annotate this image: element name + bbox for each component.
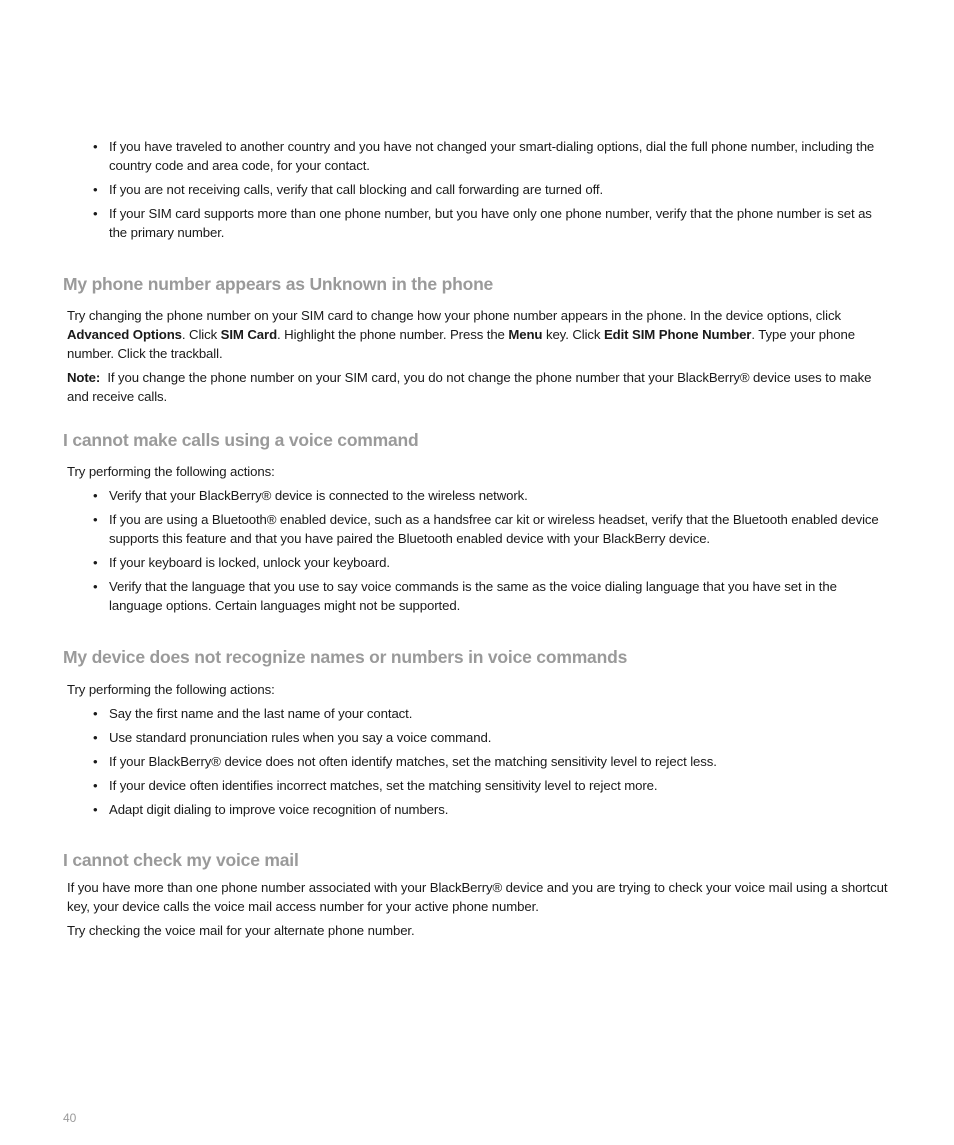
bullet-list (67, 486, 893, 615)
note-paragraph (67, 368, 893, 406)
section-voice-recognition (63, 647, 627, 668)
list-item: • Say the first name and the last name of your contact. (67, 704, 893, 723)
page-number: 40 (63, 1111, 77, 1125)
text-run: key. Click (542, 327, 604, 342)
body-paragraph: Try checking the voice mail for your alternate phone number. (67, 923, 415, 938)
body-paragraph: If you have more than one phone number associated with your BlackBerry® device and you are trying to check your voice mail using a shortcut key, your device calls the voice mail access number for your active phone number. (67, 880, 888, 914)
section-voice-mail (63, 850, 299, 871)
section-voice-mail-body (67, 878, 893, 945)
text-run: . Highlight the phone number. Press the (277, 327, 509, 342)
list-item: • Verify that your BlackBerry® device is connected to the wireless network. (67, 486, 893, 505)
section-heading: My device does not recognize names or numbers in voice commands (63, 647, 628, 667)
text-run: . Click (181, 327, 221, 342)
list-item: • If your SIM card supports more than one phone number, but you have only one phone number, verify that the phone number is set as the primary number. (67, 204, 893, 242)
section-heading: I cannot check my voice mail (63, 850, 299, 870)
note-text: If you change the phone number on your SIM card, you do not change the phone number that your BlackBerry® device uses to make and receive calls. (67, 370, 875, 404)
intro-bullet-list-container (67, 137, 893, 247)
list-item: • If your keyboard is locked, unlock your keyboard. (67, 553, 893, 572)
list-item: • If your device often identifies incorrect matches, set the matching sensitivity level to reject more. (67, 776, 893, 795)
text-run: Try changing the phone number on your SIM card to change how your phone number appears in the phone. In the device options, click (67, 308, 841, 323)
instruction-paragraph (67, 306, 893, 363)
ui-term-advanced-options: Advanced Options (67, 327, 182, 342)
section-heading: I cannot make calls using a voice command (63, 430, 419, 450)
section-heading: My phone number appears as Unknown in the phone (63, 274, 494, 294)
intro-paragraph: Try performing the following actions: (67, 682, 275, 697)
ui-term-sim-card: SIM Card (220, 327, 278, 342)
section-unknown-number (63, 274, 493, 295)
list-item: • If your BlackBerry® device does not often identify matches, set the matching sensitivity level to reject less. (67, 752, 893, 771)
intro-bullet-list (67, 137, 893, 242)
list-item: • Use standard pronunciation rules when you say a voice command. (67, 728, 893, 747)
ui-term-menu: Menu (508, 327, 543, 342)
section-voice-command-calls-body (67, 462, 893, 620)
list-item: • Verify that the language that you use to say voice commands is the same as the voice dialing language that you have set in the language options. Certain languages might not be supported. (67, 577, 893, 615)
note-label: Note: (67, 370, 101, 385)
list-item: • If you are using a Bluetooth® enabled device, such as a handsfree car kit or wireless headset, verify that the Bluetooth enabled device supports this feature and that you have paired the Bluetooth enabled device with your BlackBerry device. (67, 510, 893, 548)
list-item: • If you have traveled to another country and you have not changed your smart-dialing options, dial the full phone number, including the country code and area code, for your contact. (67, 137, 893, 175)
ui-term-edit-sim-phone-number: Edit SIM Phone Number (603, 327, 752, 342)
bullet-list (67, 704, 893, 819)
section-unknown-number-body (67, 306, 893, 411)
section-voice-recognition-body (67, 680, 893, 824)
list-item: • Adapt digit dialing to improve voice recognition of numbers. (67, 800, 893, 819)
list-item: • If you are not receiving calls, verify that call blocking and call forwarding are turned off. (67, 180, 893, 199)
text-run: . Type your phone number. Click the trackball. (67, 327, 855, 361)
intro-paragraph: Try performing the following actions: (67, 464, 275, 479)
section-voice-command-calls (63, 430, 419, 451)
